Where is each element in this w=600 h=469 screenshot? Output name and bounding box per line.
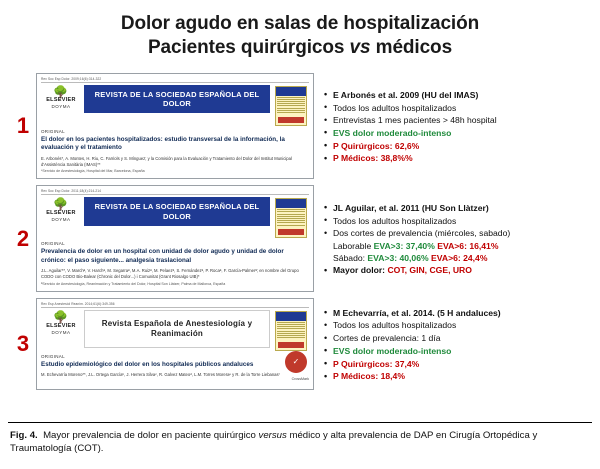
article-authors: M. Echevarría Moreno**, J.L. Ortega Garcíaᵇ, J. Herrera Silvaᶜ, R. Galvez Mateoᵈ, L.M. Torres Moreraᵉ y R. de la Torre Liebanasᶠ [41,372,280,378]
article-section-label: ORIGINAL [41,241,65,247]
summary-bullet: • Todos los adultos hospitalizados [324,102,590,114]
study-summary [314,73,590,180]
cover-footer-band [278,342,304,348]
summary-bullet-top-services [324,264,590,276]
summary-bullet-highlight: • EVS dolor moderado-intenso [324,345,590,357]
publisher-name: ELSEVIER [46,210,76,217]
top-services-label: Mayor dolor: [333,265,388,276]
figure-caption [0,423,600,455]
caption-part-b: médico y alta prevalencia de DAP en Cirugía Ortopédica y Traumatología (COT). [10,430,538,455]
prevalence-label: Sábado: [333,253,368,264]
caption-part-a: Mayor prevalencia de dolor en paciente quirúrgico [43,430,259,441]
study-rows [10,73,590,390]
title-line-2 [10,36,590,60]
summary-bullet-result: • P Médicos: 38,8%% [324,152,590,164]
top-services-value: COT, GIN, CGE, URO [387,265,472,276]
article-card [36,185,314,292]
summary-bullet: • Todos los adultos hospitalizados [324,215,590,227]
article-authors: E. Arbonés*, A. Montes, H. Riu, C. Farriols y S. Mínguez; y la Comisión para la Evaluación y Tratamiento del Dolor del Institut Municipal d'Assistència Sanitària (IMAS)** [41,155,292,167]
cover-footer-band [278,117,304,123]
summary-bullet: • Entrevistas 1 mes pacientes > 48h hospital [324,114,590,126]
row-number: 1 [16,112,30,138]
caption-italic: versus [258,430,287,441]
tree-glyph: 🌳 [53,309,69,324]
article-affiliation: *Servicio de Anestesiología, Hospital del Mar, Barcelona, España [41,169,145,174]
publisher-logo [41,197,81,238]
cover-header-band [276,199,306,208]
summary-bullet-result: • P Médicos: 18,4% [324,370,590,382]
row-number: 2 [16,225,30,251]
article-authors: J.L. Aguilar**, V. Marchª, V. Harchª, M. Segarraª, M.A. Ruizª, M. Pelaezª, S. Fernándezª, P. Rocaª, F. García-Palmerª; en nombre del Grupo CODO con CODO Bio-Balear (Chronic del Dolor...) i Comunitat (Grant Riosalgo UIB)* [41,268,299,280]
card-header [41,85,309,126]
cover-image [275,86,307,126]
prevalence-row [324,252,590,264]
article-title: Estudio epidemiológico del dolor en los hospitales públicos andaluces [41,360,254,368]
publisher-imprint: DOYMA [51,217,71,223]
crossmark-icon: ✓ [285,351,307,373]
study-row [10,298,590,390]
crossmark-label: CrossMark [291,376,309,381]
tree-glyph: 🌳 [53,84,69,99]
elsevier-tree-icon [46,309,76,329]
figure-title [10,12,590,61]
card-header [41,197,309,238]
journal-name: REVISTA DE LA SOCIEDAD ESPAÑOLA DEL DOLOR [84,197,270,226]
journal-masthead [84,310,270,351]
summary-bullet-result: • P Quirúrgicos: 62,6% [324,140,590,152]
cover-text-lines [276,96,306,116]
summary-bullet-highlight: • EVS dolor moderado-intenso [324,127,590,139]
summary-bullet: • M Echevarría, et al. 2014. (5 H andaluces) [324,307,590,319]
article-title: El dolor en los pacientes hospitalizados: estudio transversal de la información, la evaluación y el tratamiento [41,135,285,152]
prevalence-eva6: EVA>6: 24,4% [431,253,488,264]
article-title: Prevalencia de dolor en un hospital con unidad de dolor agudo y unidad de dolor crónico: el paso siguiente... analgesia traslacional [41,248,284,264]
cover-thumbnail [273,197,309,238]
publisher-name: ELSEVIER [46,322,76,329]
article-affiliation: ªServicio de Anestesiología, Reanimación y Tratamiento del Dolor, Hospital Son Llàtzer, Palma de Mallorca, España [41,281,226,286]
summary-bullet: • Todos los adultos hospitalizados [324,319,590,331]
journal-citation-line: Rev Soc Esp Dolor. 2011;18(4):214-214 [41,189,309,195]
row-number: 3 [16,330,30,356]
cover-header-band [276,87,306,96]
journal-masthead [84,197,270,238]
prevalence-row [324,240,590,252]
journal-name: REVISTA DE LA SOCIEDAD ESPAÑOLA DEL DOLOR [84,85,270,114]
cover-image [275,311,307,351]
elsevier-tree-icon [46,84,76,104]
title-line-2-part-a: Pacientes quirúrgicos [147,37,350,59]
card-header [41,310,309,351]
summary-bullet: • JL Aguilar, et al. 2011 (HU Son Llàtzer) [324,202,590,214]
title-line-1: Dolor agudo en salas de hospitalización [120,13,480,34]
article-section-label: ORIGINAL [41,353,65,359]
journal-name: Revista Española de Anestesiología y Reanimación [84,310,270,348]
title-line-2-italic: vs [349,37,371,59]
publisher-imprint: DOYMA [51,104,71,110]
cover-text-lines [276,208,306,228]
prevalence-eva3: EVA>3: 40,06% [367,253,429,264]
journal-citation-line: Rev Esp Anestesiol Reanim. 2014;61(6):349-356 [41,302,309,308]
publisher-logo [41,85,81,126]
prevalence-eva3: EVA>3: 37,40% [373,241,435,252]
summary-bullet-result: • P Quirúrgicos: 37,4% [324,358,590,370]
title-line-2-part-b: médicos [370,37,453,59]
article-card [36,73,314,180]
caption-label: Fig. 4. [10,430,38,441]
summary-bullet: • E Arbonés et al. 2009 (HU del IMAS) [324,89,590,101]
article-card [36,298,314,390]
prevalence-label: Laborable [333,241,374,252]
cover-header-band [276,312,306,321]
study-summary [314,185,590,292]
journal-citation-line: Rev Soc Esp Dolor. 2009;16(6):314-322 [41,77,309,83]
cover-image [275,198,307,238]
cover-thumbnail [273,310,309,351]
publisher-imprint: DOYMA [51,329,71,335]
tree-glyph: 🌳 [53,197,69,212]
cover-thumbnail [273,85,309,126]
study-row [10,185,590,292]
summary-bullet: • Cortes de prevalencia: 1 día [324,332,590,344]
cover-text-lines [276,321,306,341]
study-row [10,73,590,180]
article-section-label: ORIGINAL [41,128,65,134]
prevalence-eva6: EVA>6: 16,41% [437,241,499,252]
study-summary [314,298,590,390]
cover-footer-band [278,229,304,235]
summary-bullet: • Dos cortes de prevalencia (miércoles, sabado) [324,227,590,239]
publisher-name: ELSEVIER [46,97,76,104]
publisher-logo [41,310,81,351]
journal-masthead [84,85,270,126]
elsevier-tree-icon [46,199,76,216]
